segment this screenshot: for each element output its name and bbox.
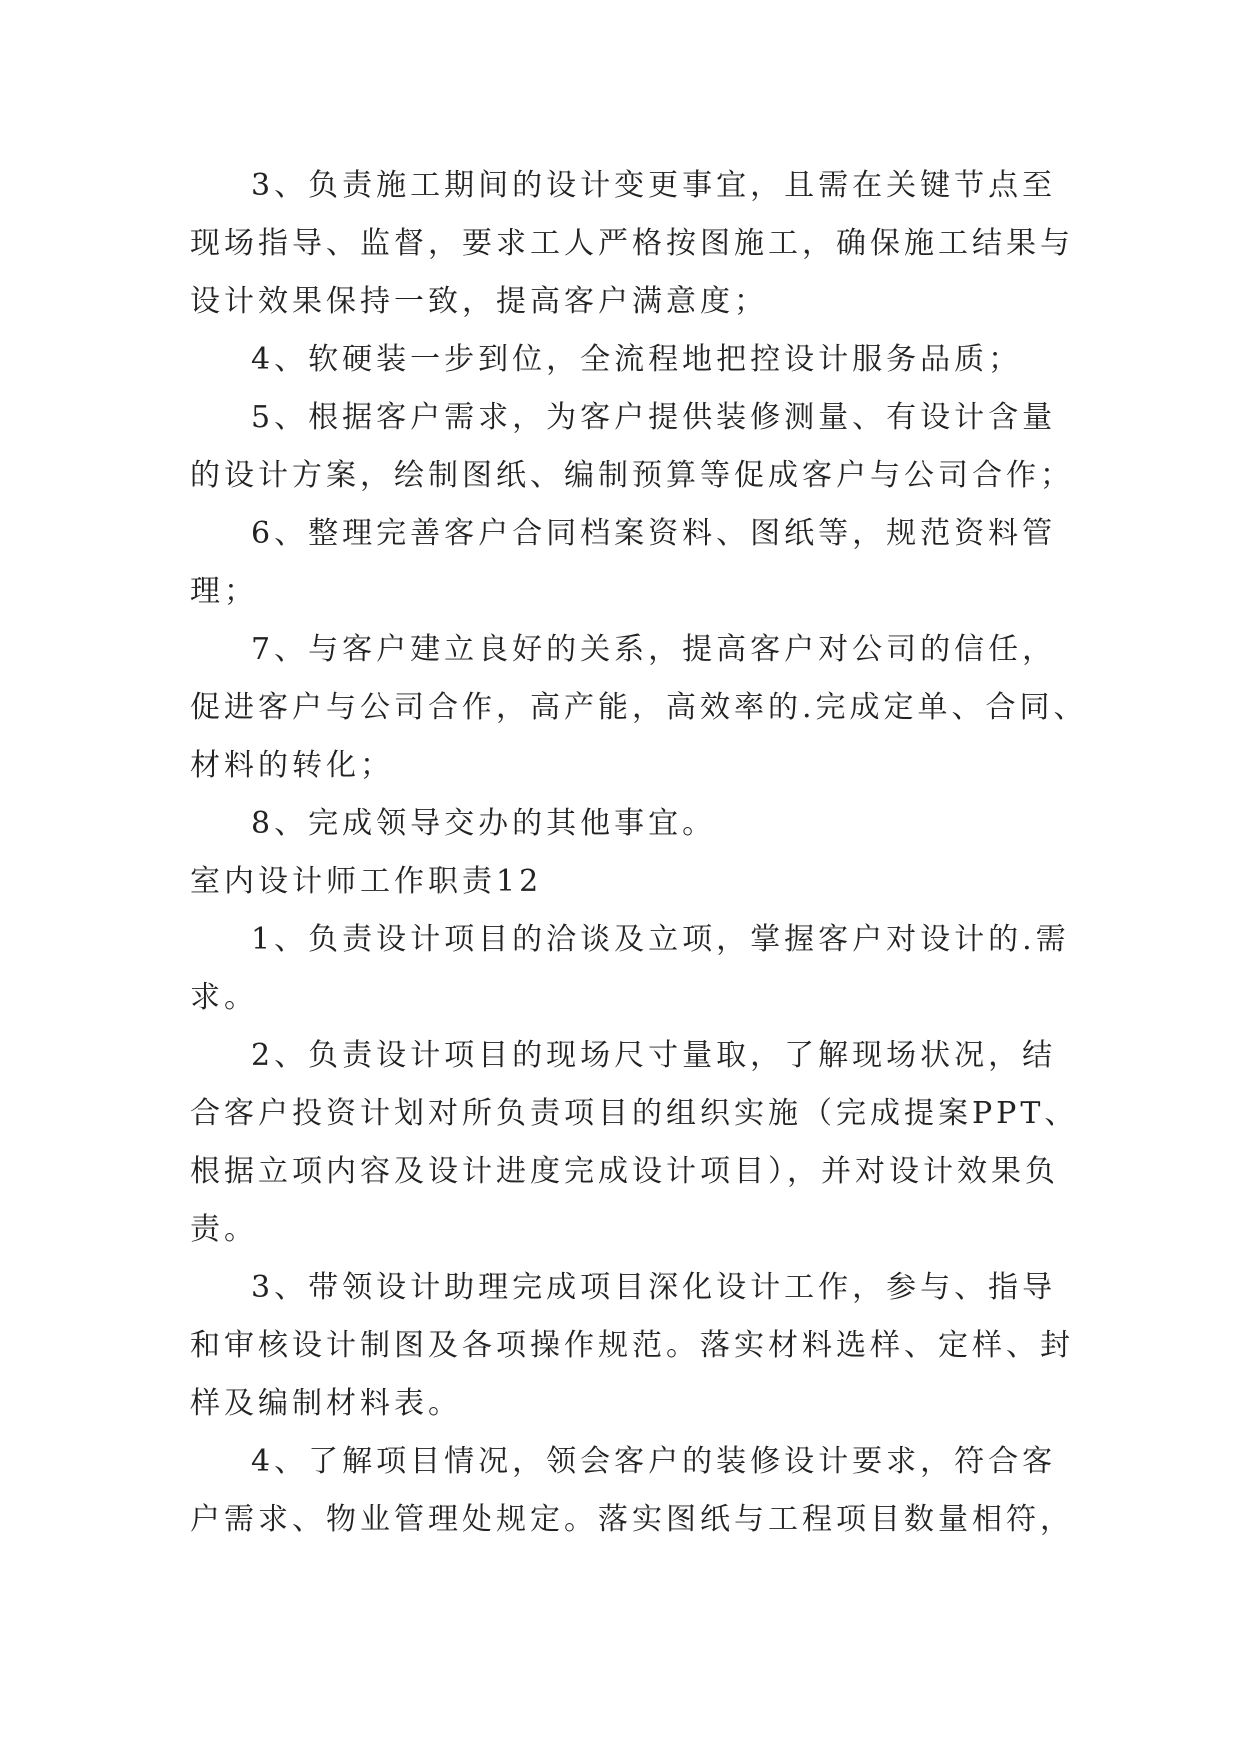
paragraph-line: 3、带领设计助理完成项目深化设计工作，参与、指导: [251, 1270, 1057, 1305]
paragraph-line: 6、整理完善客户合同档案资料、图纸等，规范资料管: [251, 516, 1057, 551]
paragraph-line: 理；: [190, 574, 258, 609]
paragraph-line: 3、负责施工期间的设计变更事宜，且需在关键节点至: [251, 168, 1057, 203]
paragraph-line: 4、软硬装一步到位，全流程地把控设计服务品质；: [251, 342, 1023, 377]
paragraph-line: 的设计方案，绘制图纸、编制预算等促成客户与公司合作；: [190, 458, 1074, 493]
paragraph-line: 8、完成领导交办的其他事宜。: [251, 806, 717, 841]
paragraph-line: 现场指导、监督，要求工人严格按图施工，确保施工结果与: [190, 226, 1074, 261]
section-heading: 室内设计师工作职责12: [190, 864, 543, 899]
paragraph-line: 责。: [190, 1212, 258, 1247]
paragraph-line: 2、负责设计项目的现场尺寸量取，了解现场状况，结: [251, 1038, 1057, 1073]
paragraph-line: 设计效果保持一致，提高客户满意度；: [190, 284, 768, 319]
paragraph-line: 4、了解项目情况，领会客户的装修设计要求，符合客: [251, 1444, 1057, 1479]
paragraph-line: 根据立项内容及设计进度完成设计项目），并对设计效果负: [190, 1154, 1059, 1189]
paragraph-line: 7、与客户建立良好的关系，提高客户对公司的信任，: [251, 632, 1057, 667]
paragraph-line: 样及编制材料表。: [190, 1386, 462, 1421]
paragraph-line: 5、根据客户需求，为客户提供装修测量、有设计含量: [251, 400, 1057, 435]
paragraph-line: 1、负责设计项目的洽谈及立项，掌握客户对设计的.需: [251, 922, 1070, 957]
paragraph-line: 和审核设计制图及各项操作规范。落实材料选样、定样、封: [190, 1328, 1074, 1363]
paragraph-line: 材料的转化；: [190, 748, 394, 783]
paragraph-line: 户需求、物业管理处规定。落实图纸与工程项目数量相符，: [190, 1502, 1074, 1537]
paragraph-line: 求。: [190, 980, 258, 1015]
paragraph-line: 促进客户与公司合作，高产能，高效率的.完成定单、合同、: [190, 690, 1088, 725]
paragraph-line: 合客户投资计划对所负责项目的组织实施（完成提案PPT、: [190, 1096, 1079, 1131]
